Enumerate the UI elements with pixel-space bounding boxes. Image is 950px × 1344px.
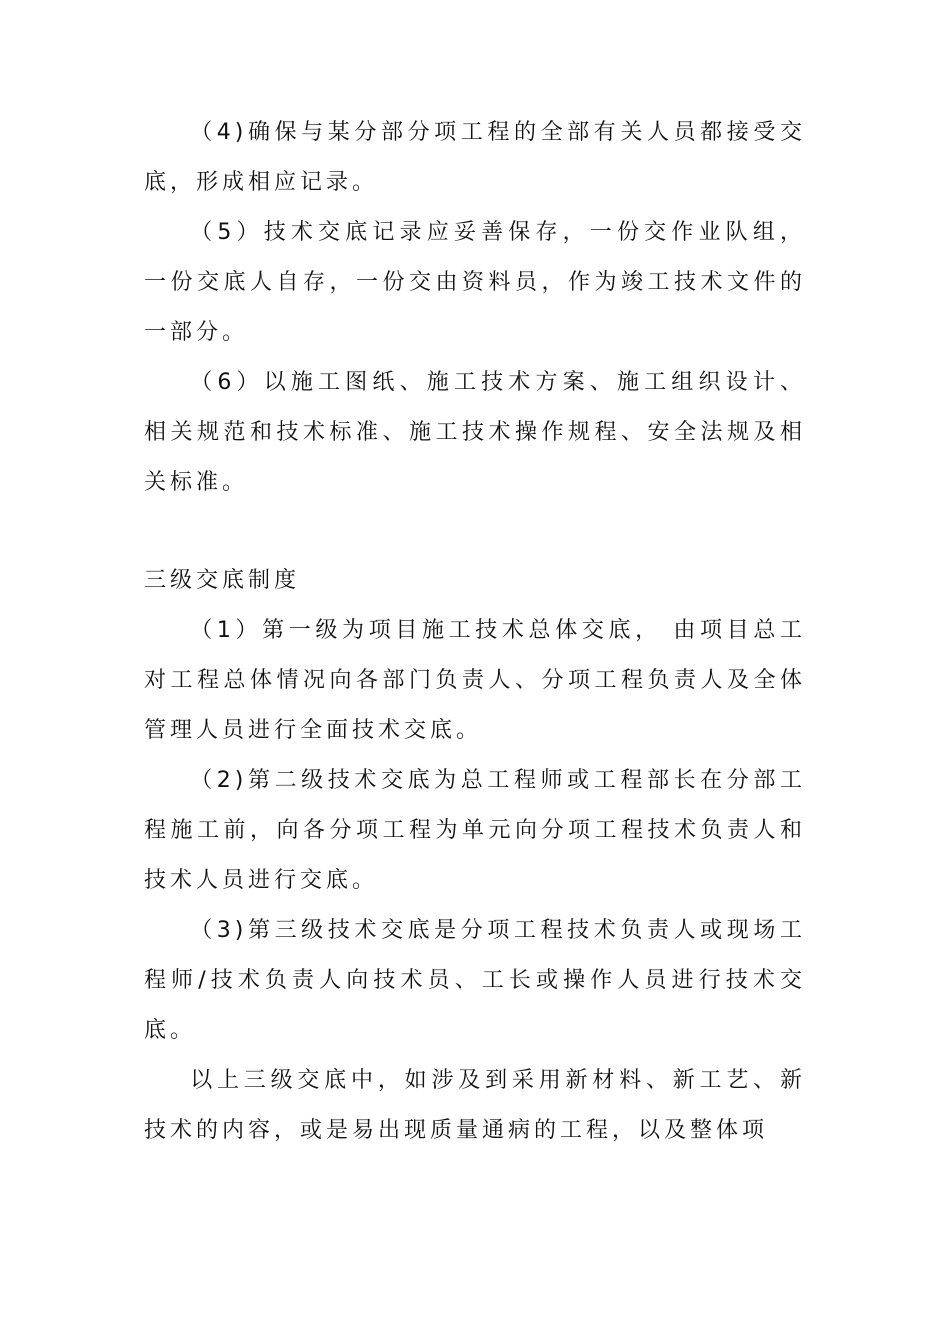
paragraph-item-4: （4)确保与某分部分项工程的全部有关人员都接受交底，形成相应记录。 <box>144 120 806 195</box>
paragraph-item-6: （6）以施工图纸、施工技术方案、施工组织设计、相关规范和技术标准、施工技术操作规程、安全法规及相关标准。 <box>144 370 806 495</box>
paragraph-summary: 以上三级交底中，如涉及到采用新材料、新工艺、新技术的内容，或是易出现质量通病的工程，以及整体项 <box>144 1068 806 1143</box>
paragraph-level-1: （1）第一级为项目施工技术总体交底， 由项目总工对工程总体情况向各部门负责人、分项工程负责人及全体管理人员进行全面技术交底。 <box>144 618 806 743</box>
paragraph-level-2: （2)第二级技术交底为总工程师或工程部长在分部工程施工前，向各分项工程为单元向分项工程技术负责人和技术人员进行交底。 <box>144 768 806 893</box>
paragraph-item-5: （5）技术交底记录应妥善保存，一份交作业队组，一份交底人自存，一份交由资料员，作为竣工技术文件的一部分。 <box>144 220 806 345</box>
document-body <box>144 108 806 1156</box>
section-heading: 三级交底制度 <box>144 568 301 593</box>
paragraph-level-3: （3)第三级技术交底是分项工程技术负责人或现场工程师/技术负责人向技术员、工长或操作人员进行技术交底。 <box>144 918 806 1043</box>
